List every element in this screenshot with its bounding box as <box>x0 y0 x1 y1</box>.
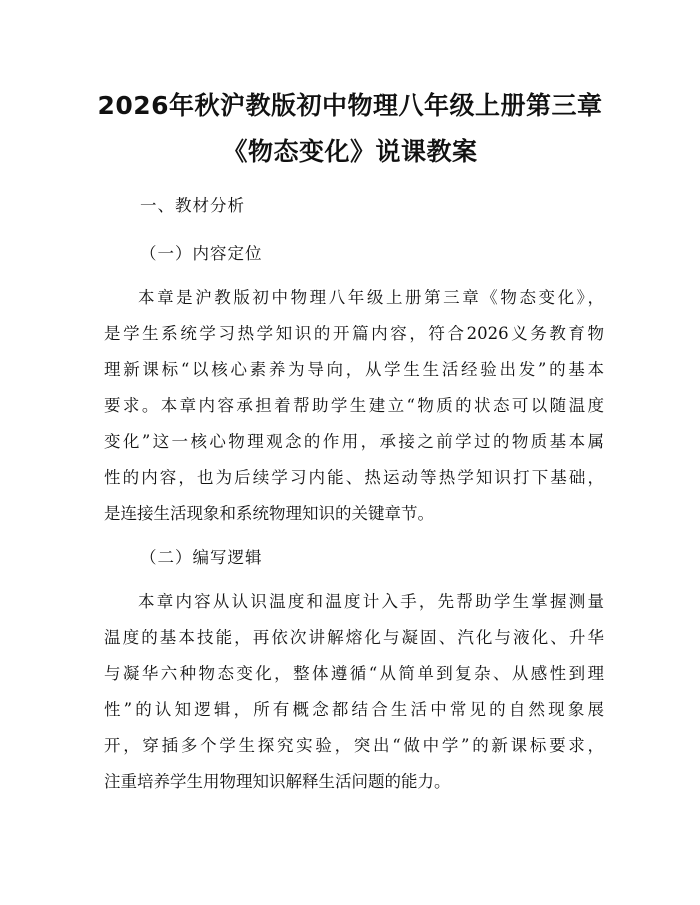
subsection-heading-content-positioning: （一）内容定位 <box>140 244 263 263</box>
subsection-heading-writing-logic: （二）编写逻辑 <box>140 548 263 567</box>
document-title-line-2: 《物态变化》说课教案 <box>222 137 478 166</box>
paragraph-line: 开，穿插多个学生探究实验，突出“做中学”的新课标要求， <box>104 736 604 755</box>
paragraph-line: 本章是沪教版初中物理八年级上册第三章《物态变化》， <box>138 288 604 307</box>
paragraph-line: 本章内容从认识温度和温度计入手，先帮助学生掌握测量 <box>138 592 604 611</box>
paragraph-line: 注重培养学生用物理知识解释生活问题的能力。 <box>104 772 451 791</box>
paragraph-line: 要求。本章内容承担着帮助学生建立“物质的状态可以随温度 <box>104 396 604 415</box>
paragraph-line: 性的内容，也为后续学习内能、热运动等热学知识打下基础， <box>104 468 604 487</box>
paragraph-line: 是学生系统学习热学知识的开篇内容，符合2026义务教育物 <box>104 324 604 343</box>
document-title-line-1: 2026年秋沪教版初中物理八年级上册第三章 <box>97 91 603 120</box>
paragraph-line: 性”的认知逻辑，所有概念都结合生活中常见的自然现象展 <box>104 700 604 719</box>
paragraph-line: 是连接生活现象和系统物理知识的关键章节。 <box>104 504 434 523</box>
paragraph-line: 变化”这一核心物理观念的作用，承接之前学过的物质基本属 <box>104 432 604 451</box>
paragraph-line: 与凝华六种物态变化，整体遵循“从简单到复杂、从感性到理 <box>104 664 604 683</box>
section-heading-teaching-material-analysis: 一、教材分析 <box>140 196 245 215</box>
paragraph-content-positioning <box>104 280 604 532</box>
paragraph-line: 理新课标“以核心素养为导向，从学生生活经验出发”的基本 <box>104 360 604 379</box>
paragraph-writing-logic <box>104 584 604 800</box>
paragraph-line: 温度的基本技能，再依次讲解熔化与凝固、汽化与液化、升华 <box>104 628 604 647</box>
